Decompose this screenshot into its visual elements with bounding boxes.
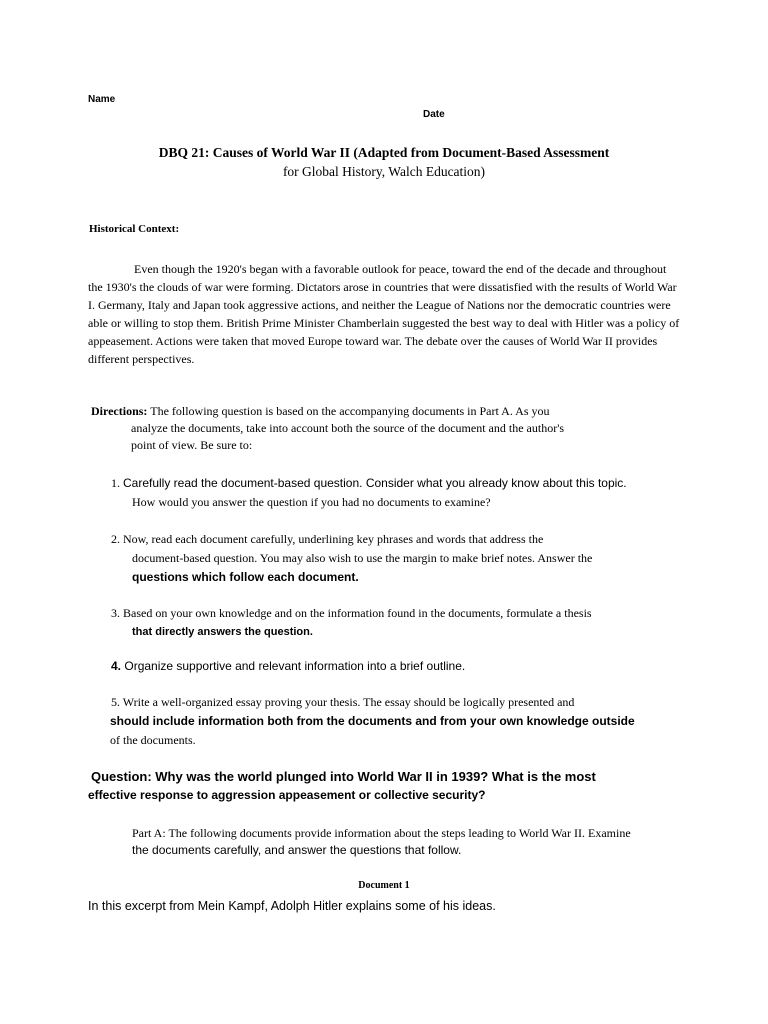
step-number: 5. xyxy=(111,695,120,709)
step-text: Based on your own knowledge and on the information found in the documents, formulate a thesis xyxy=(123,606,592,620)
step-text-continued: questions which follow each document. xyxy=(132,570,359,584)
step-text: Write a well-organized essay proving your thesis. The essay should be logically presented and xyxy=(122,695,575,709)
directions-line-1: The following question is based on the accompanying documents in Part A. As you xyxy=(150,404,550,418)
title-line-1: DBQ 21: Causes of World War II (Adapted from Document-Based Assessment xyxy=(158,145,610,160)
step-text: Carefully read the document-based question. Consider what you already know about this topic. xyxy=(123,476,627,490)
name-label: Name xyxy=(88,94,116,105)
step-text-continued: document-based question. You may also wish to use the margin to make brief notes. Answer the xyxy=(132,551,593,565)
historical-context-body: Even though the 1920's began with a favorable outlook for peace, toward the end of the decade and throughout the 1930's the clouds of war were forming. Dictators arose in countries that were dissatisfied with the results of World War I. Germany, Italy and Japan took aggressive actions, and neither the League of Nations nor the democratic countries were able or willing to stop them. British Prime Minister Chamberlain suggested the best way to deal with Hitler was a policy of appeasement. Actions were taken that moved Europe toward war. The debate over the causes of World War II provides different perspectives. xyxy=(88,262,680,366)
step-number: 1. xyxy=(111,476,120,490)
title-line-2: for Global History, Walch Education) xyxy=(282,164,486,179)
historical-context-heading: Historical Context: xyxy=(89,223,180,235)
question-line-1: Question: Why was the world plunged into World War II in 1939? What is the most xyxy=(91,769,596,784)
part-a-line-2: the documents carefully, and answer the questions that follow. xyxy=(132,843,462,857)
step-text-continued: How would you answer the question if you had no documents to examine? xyxy=(132,495,491,509)
step-number: 4. xyxy=(111,659,122,673)
step-number: 2. xyxy=(111,532,120,546)
step-number: 3. xyxy=(111,606,120,620)
step-2 xyxy=(111,530,671,587)
step-5 xyxy=(111,693,671,750)
essay-question xyxy=(88,768,691,804)
document-1-heading: Document 1 xyxy=(358,880,410,891)
step-text: Organize supportive and relevant information into a brief outline. xyxy=(124,659,466,673)
directions-block xyxy=(91,403,671,454)
step-1 xyxy=(111,474,671,512)
step-4 xyxy=(111,657,671,676)
question-line-2: effective response to aggression appeasement or collective security? xyxy=(88,788,486,802)
step-text-continued: that directly answers the question. xyxy=(132,626,313,638)
document-1-intro: In this excerpt from Mein Kampf, Adolph Hitler explains some of his ideas. xyxy=(88,899,496,913)
directions-label: Directions: xyxy=(91,404,148,418)
step-text-continued: should include information both from the documents and from your own knowledge outside xyxy=(110,714,635,728)
date-label: Date xyxy=(423,109,445,120)
step-3 xyxy=(111,604,671,642)
part-a-line-1: Part A: The following documents provide information about the steps leading to World War II. Examine xyxy=(132,826,631,840)
step-text: Now, read each document carefully, underlining key phrases and words that address the xyxy=(123,532,544,546)
part-a-instructions xyxy=(132,825,672,859)
directions-line-3: point of view. Be sure to: xyxy=(131,438,253,452)
step-text-continued: of the documents. xyxy=(110,733,196,747)
directions-line-2: analyze the documents, take into account both the source of the document and the author's xyxy=(131,421,565,435)
